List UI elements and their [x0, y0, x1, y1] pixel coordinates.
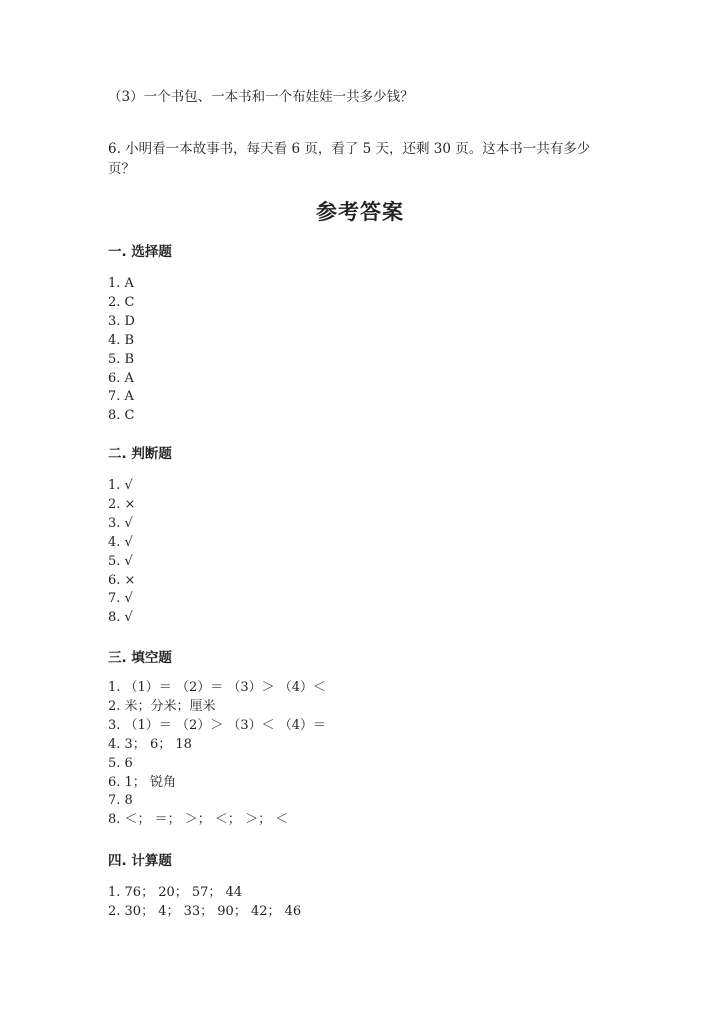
- list-item: 1. 76； 20； 57； 44: [108, 885, 243, 900]
- list-item: 7. A: [108, 389, 134, 405]
- answer-list-true-false: [108, 477, 135, 628]
- list-item: 7. 8: [108, 793, 133, 809]
- list-item: 5. B: [108, 351, 135, 367]
- list-item: 8. √: [108, 610, 133, 626]
- list-item: 8. ＜； ＝； ＞； ＜； ＞； ＜: [108, 812, 289, 828]
- list-item: 2. 30； 4； 33； 90； 42； 46: [108, 903, 302, 919]
- list-item: 1. √: [108, 478, 133, 493]
- list-item: 3. （1）＝ （2）＞ （3）＜ （4）＝: [108, 717, 327, 733]
- list-item: 7. √: [108, 591, 133, 607]
- section-heading-multiple-choice: 一. 选择题: [108, 244, 172, 260]
- answer-list-calculation: [108, 884, 301, 922]
- question-5-part-3: （3）一个书包、一本书和一个布娃娃一共多少钱？: [108, 89, 414, 105]
- list-item: 5. √: [108, 553, 133, 569]
- answer-key-title: 参考答案: [316, 200, 404, 224]
- list-item: 2. C: [108, 294, 135, 310]
- list-item: 4. B: [108, 332, 135, 348]
- list-item: 2. ×: [108, 496, 136, 512]
- list-item: 2. 米；分米；厘米: [108, 698, 216, 714]
- list-item: 6. ×: [108, 572, 136, 588]
- list-item: 1. （1）＝ （2）＝ （3）＞ （4）＜: [108, 680, 327, 695]
- section-heading-fill-in: 三. 填空题: [108, 650, 172, 666]
- list-item: 4. 3； 6； 18: [108, 736, 192, 752]
- list-item: 3. D: [108, 313, 135, 329]
- list-item: 3. √: [108, 515, 133, 531]
- list-item: 6. 1； 锐角: [108, 774, 176, 790]
- answer-list-multiple-choice: [108, 275, 135, 426]
- list-item: 1. A: [108, 276, 134, 291]
- list-item: 5. 6: [108, 755, 133, 771]
- question-6-line-2: 页？: [108, 161, 135, 177]
- list-item: 4. √: [108, 534, 133, 550]
- answer-list-fill-in: [108, 679, 326, 830]
- list-item: 6. A: [108, 370, 134, 386]
- section-heading-calculation: 四. 计算题: [108, 853, 172, 869]
- list-item: 8. C: [108, 408, 135, 424]
- question-6-line-1: 6. 小明看一本故事书，每天看 6 页，看了 5 天，还剩 30 页。这本书一共有多少: [108, 141, 591, 157]
- section-heading-true-false: 二. 判断题: [108, 446, 172, 462]
